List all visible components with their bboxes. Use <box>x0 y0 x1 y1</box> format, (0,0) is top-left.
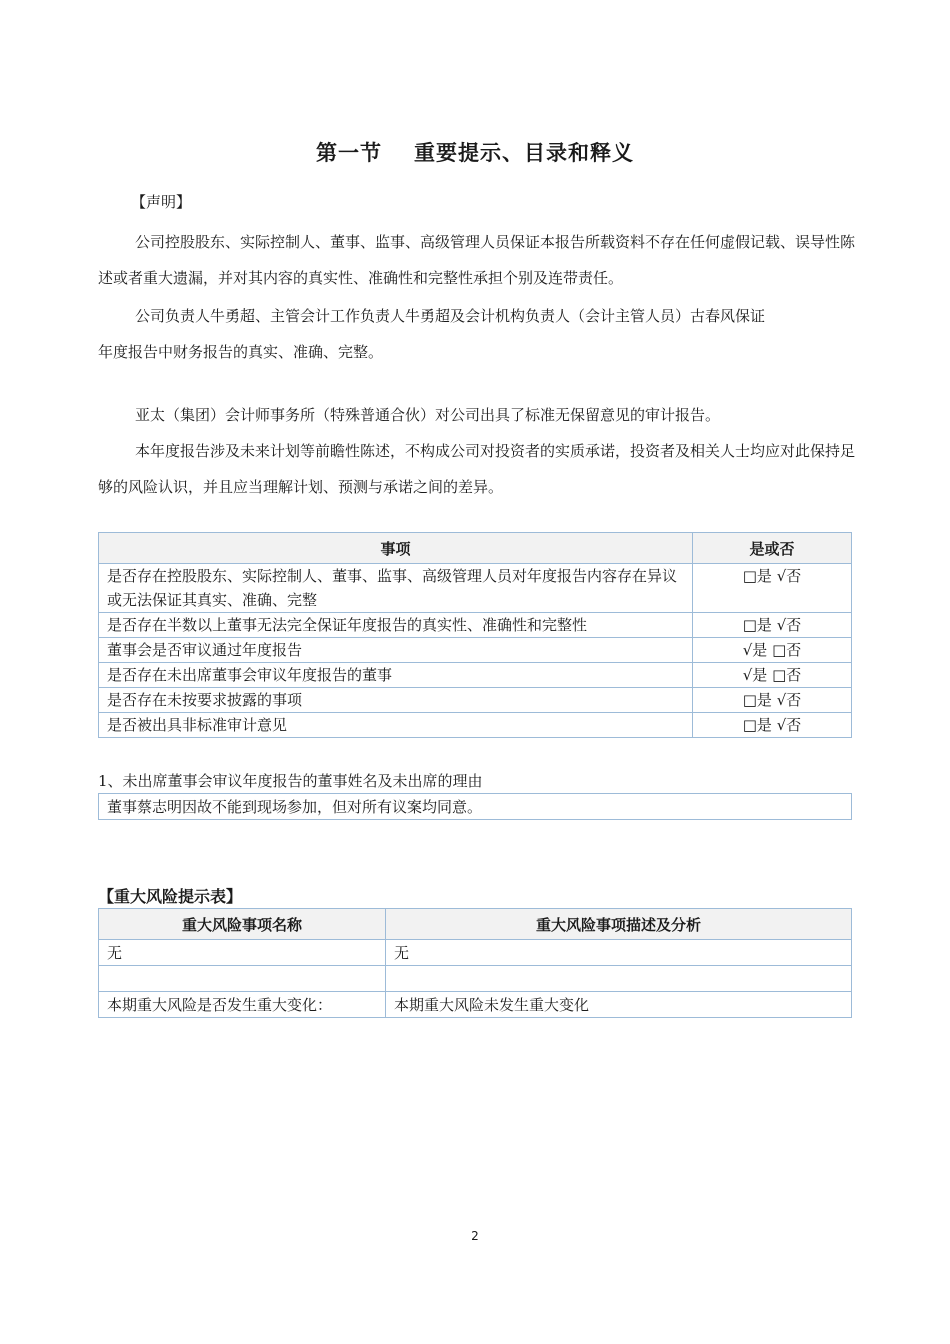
matter-item: 是否存在未按要求披露的事项 <box>99 688 693 713</box>
risk-name: 无 <box>99 940 386 966</box>
statement-paragraph-2: 公司负责人牛勇超、主管会计工作负责人牛勇超及会计机构负责人（会计主管人员）古春风保证 <box>135 307 766 325</box>
risk-table <box>98 908 852 1018</box>
table-row <box>99 638 852 663</box>
statement-paragraph-4: 亚太（集团）会计师事务所（特殊普通合伙）对公司出具了标准无保留意见的审计报告。 <box>135 406 721 424</box>
matter-item: 是否被出具非标准审计意见 <box>99 713 693 738</box>
table-row <box>99 613 852 638</box>
section-number: 第一节 <box>316 141 382 165</box>
matter-item: 董事会是否审议通过年度报告 <box>99 638 693 663</box>
table-row <box>99 663 852 688</box>
table-row <box>99 940 852 966</box>
matter-answer: □是 √否 <box>693 564 852 613</box>
risk-description: 本期重大风险未发生重大变化 <box>386 992 852 1018</box>
table-row <box>99 564 852 613</box>
statement-paragraph-5: 本年度报告涉及未来计划等前瞻性陈述，不构成公司对投资者的实质承诺，投资者及相关人士均应对此保持足够的风险认识，并且应当理解计划、预测与承诺之间的差异。 <box>98 442 856 496</box>
absent-directors-label: 1、未出席董事会审议年度报告的董事姓名及未出席的理由 <box>98 772 483 790</box>
table-header: 重大风险事项描述及分析 <box>386 909 852 940</box>
risk-description: 无 <box>386 940 852 966</box>
matter-item: 是否存在半数以上董事无法完全保证年度报告的真实性、准确性和完整性 <box>99 613 693 638</box>
matters-table <box>98 532 852 738</box>
absent-directors-content: 董事蔡志明因故不能到现场参加，但对所有议案均同意。 <box>99 794 852 820</box>
table-header-row <box>99 909 852 940</box>
page-title <box>0 137 950 167</box>
absent-directors-table <box>98 793 852 820</box>
table-row <box>99 794 852 820</box>
table-row <box>99 688 852 713</box>
table-row <box>99 992 852 1018</box>
section-title: 重要提示、目录和释义 <box>414 141 634 165</box>
matter-answer: √是 □否 <box>693 638 852 663</box>
matter-answer: □是 √否 <box>693 713 852 738</box>
page-number: 2 <box>471 1229 479 1243</box>
risk-table-title: 【重大风险提示表】 <box>98 887 243 906</box>
statement-label: 【声明】 <box>131 193 192 211</box>
table-header: 重大风险事项名称 <box>99 909 386 940</box>
matter-item: 是否存在控股股东、实际控制人、董事、监事、高级管理人员对年度报告内容存在异议或无法保证其真实、准确、完整 <box>99 564 693 613</box>
statement-paragraph-3: 年度报告中财务报告的真实、准确、完整。 <box>98 343 384 361</box>
matter-item: 是否存在未出席董事会审议年度报告的董事 <box>99 663 693 688</box>
table-header: 事项 <box>99 533 693 564</box>
table-header-row <box>99 533 852 564</box>
risk-description <box>386 966 852 992</box>
risk-name: 本期重大风险是否发生重大变化： <box>99 992 386 1018</box>
matter-answer: □是 √否 <box>693 613 852 638</box>
risk-name <box>99 966 386 992</box>
table-row <box>99 966 852 992</box>
matter-answer: √是 □否 <box>693 663 852 688</box>
table-row <box>99 713 852 738</box>
matter-answer: □是 √否 <box>693 688 852 713</box>
table-header: 是或否 <box>693 533 852 564</box>
statement-paragraph-1: 公司控股股东、实际控制人、董事、监事、高级管理人员保证本报告所载资料不存在任何虚假记载、误导性陈述或者重大遗漏，并对其内容的真实性、准确性和完整性承担个别及连带责任。 <box>98 233 856 287</box>
